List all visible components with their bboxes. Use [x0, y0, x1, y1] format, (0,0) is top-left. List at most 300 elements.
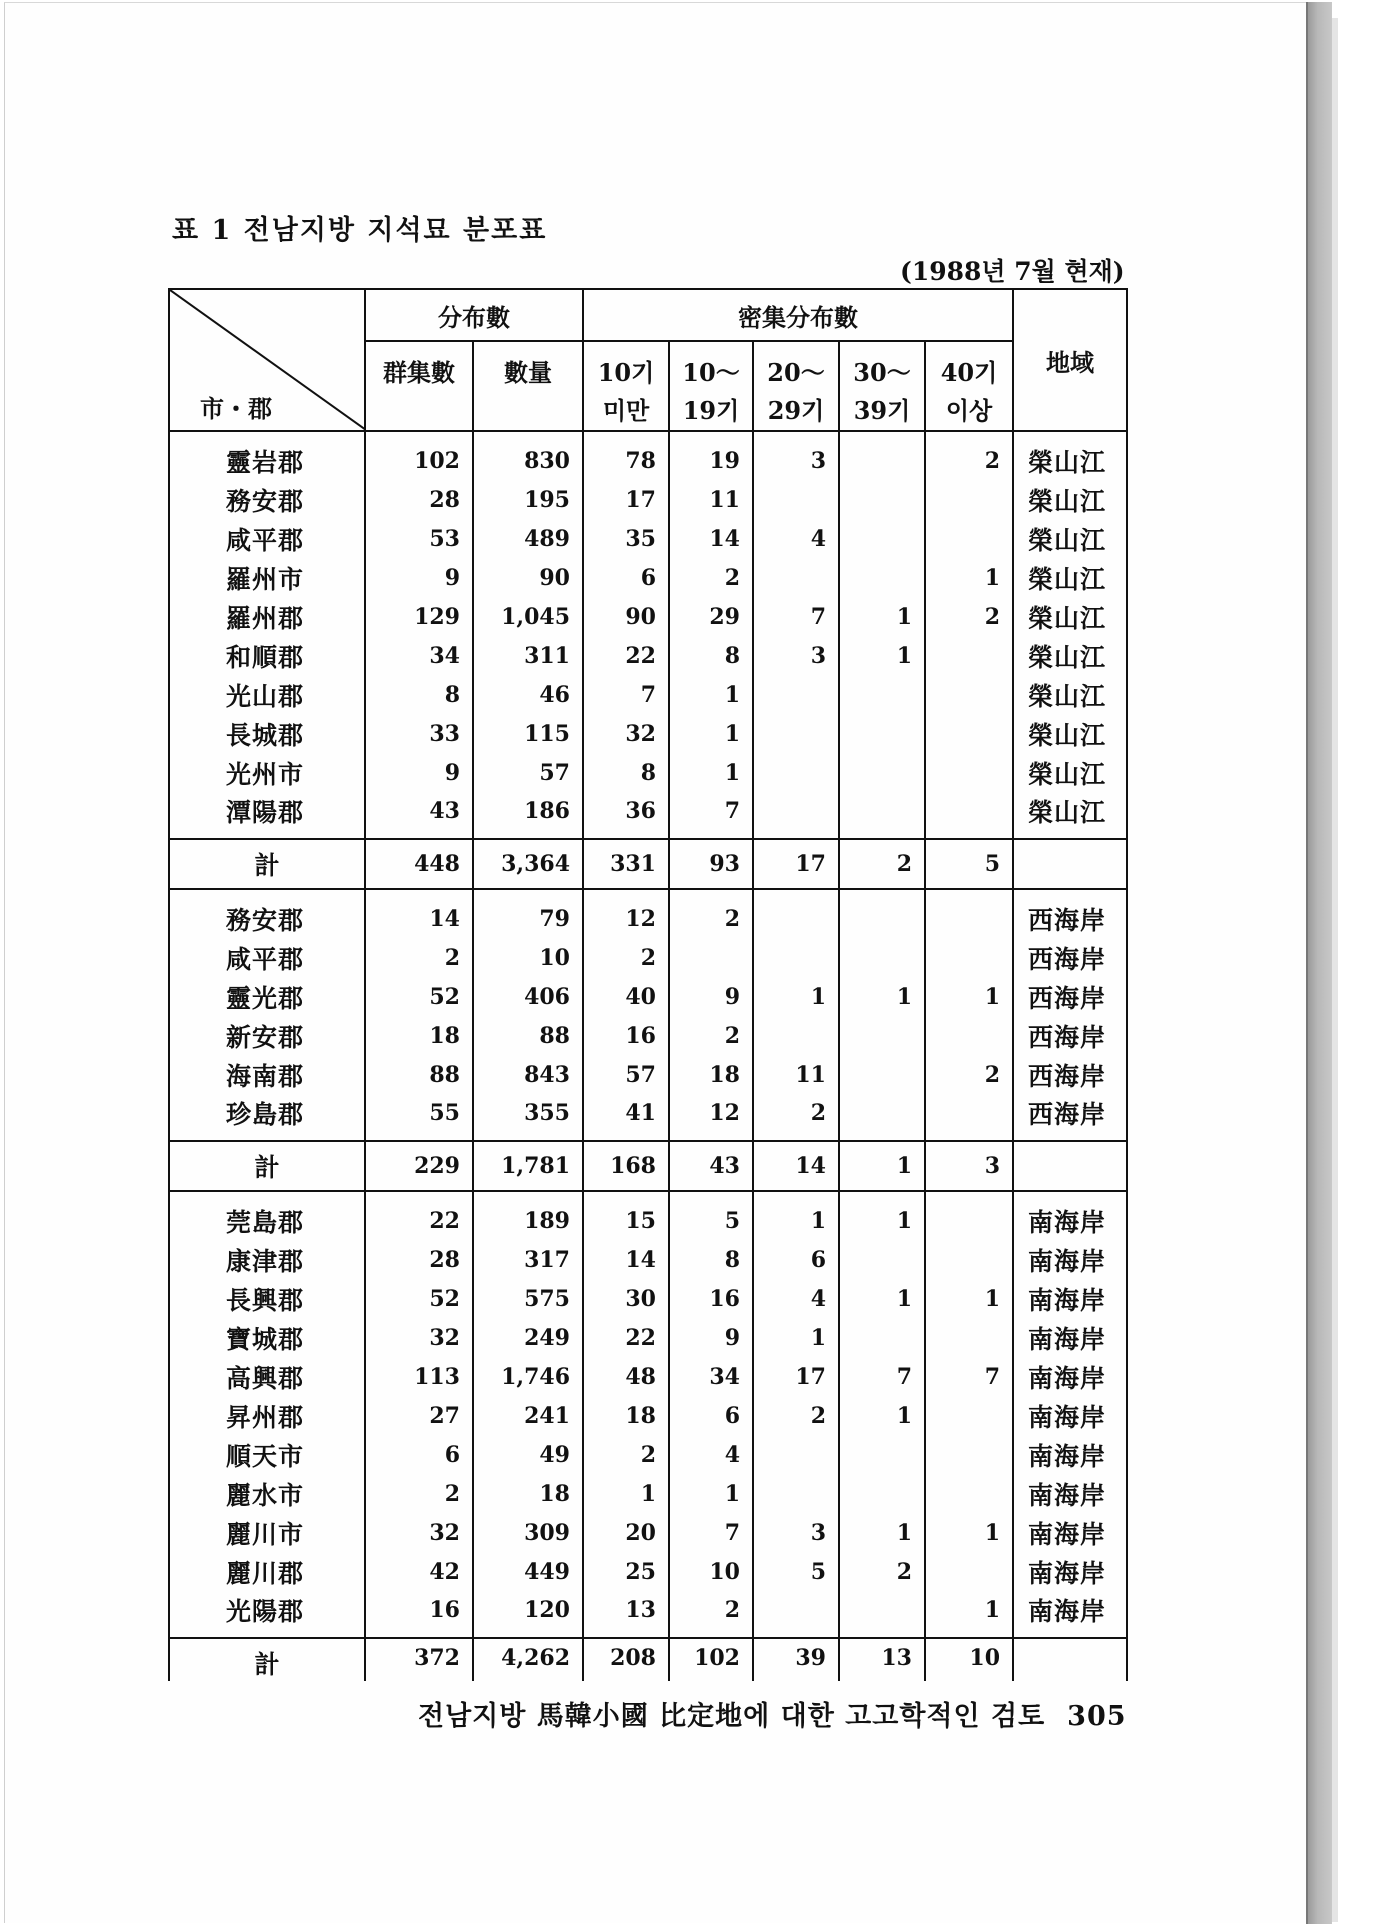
cell-c40plus — [925, 753, 1013, 792]
region-name: 榮山江 — [1013, 675, 1127, 714]
total-lt10: 168 — [583, 1141, 669, 1191]
distribution-table — [168, 288, 1128, 1681]
cell-c10-19: 2 — [669, 889, 753, 938]
total-count: 4,262 — [473, 1638, 583, 1681]
cell-c20-29: 4 — [753, 519, 839, 558]
table-row — [169, 1474, 1127, 1513]
cell-c40plus: 2 — [925, 431, 1013, 480]
cell-c20-29 — [753, 558, 839, 597]
cell-c10-19: 5 — [669, 1191, 753, 1240]
region-name: 榮山江 — [1013, 519, 1127, 558]
cell-cluster: 27 — [365, 1396, 473, 1435]
table-body — [169, 431, 1127, 1681]
district-name: 光州市 — [169, 753, 365, 792]
cell-c30-39 — [839, 1094, 925, 1141]
cell-c20-29 — [753, 1016, 839, 1055]
cell-c30-39: 1 — [839, 1396, 925, 1435]
page-footer — [418, 1694, 1127, 1733]
cell-c20-29 — [753, 792, 839, 839]
cell-c40plus: 1 — [925, 1591, 1013, 1638]
region-name: 西海岸 — [1013, 938, 1127, 977]
table-row — [169, 1435, 1127, 1474]
table-row — [169, 1513, 1127, 1552]
cell-c30-39 — [839, 1055, 925, 1094]
cell-c30-39 — [839, 558, 925, 597]
district-name: 咸平郡 — [169, 519, 365, 558]
cell-c20-29: 7 — [753, 597, 839, 636]
running-title: 전남지방 馬韓小國 比定地에 대한 고고학적인 검토 — [418, 1701, 1046, 1732]
table-row — [169, 1357, 1127, 1396]
date-note: (1988년 7월 현재) — [900, 257, 1125, 286]
table-row — [169, 675, 1127, 714]
region-name: 榮山江 — [1013, 558, 1127, 597]
header-20-29: 20～ 29기 — [753, 341, 839, 431]
cell-lt10: 57 — [583, 1055, 669, 1094]
cell-c10-19: 4 — [669, 1435, 753, 1474]
table-row — [169, 1016, 1127, 1055]
cell-c10-19: 29 — [669, 597, 753, 636]
cell-count: 843 — [473, 1055, 583, 1094]
cell-c40plus — [925, 519, 1013, 558]
total-cluster: 372 — [365, 1638, 473, 1681]
table-row — [169, 636, 1127, 675]
cell-c30-39: 7 — [839, 1357, 925, 1396]
cell-c20-29: 4 — [753, 1279, 839, 1318]
cell-count: 57 — [473, 753, 583, 792]
table-row — [169, 792, 1127, 839]
cell-count: 1,045 — [473, 597, 583, 636]
district-name: 麗川郡 — [169, 1552, 365, 1591]
cell-count: 489 — [473, 519, 583, 558]
cell-count: 46 — [473, 675, 583, 714]
cell-c30-39 — [839, 714, 925, 753]
total-lt10: 331 — [583, 839, 669, 889]
cell-count: 241 — [473, 1396, 583, 1435]
district-name: 寶城郡 — [169, 1318, 365, 1357]
table-row — [169, 1191, 1127, 1240]
total-row — [169, 1141, 1127, 1191]
cell-cluster: 9 — [365, 753, 473, 792]
district-name: 羅州郡 — [169, 597, 365, 636]
table-row — [169, 597, 1127, 636]
cell-c30-39: 2 — [839, 1552, 925, 1591]
region-name: 榮山江 — [1013, 636, 1127, 675]
cell-count: 449 — [473, 1552, 583, 1591]
region-name: 南海岸 — [1013, 1513, 1127, 1552]
cell-count: 1,746 — [473, 1357, 583, 1396]
header-region: 地域 — [1013, 289, 1127, 431]
cell-count: 79 — [473, 889, 583, 938]
cell-c40plus: 1 — [925, 1513, 1013, 1552]
cell-c30-39 — [839, 1435, 925, 1474]
cell-cluster: 43 — [365, 792, 473, 839]
cell-c20-29 — [753, 480, 839, 519]
cell-c30-39 — [839, 675, 925, 714]
cell-lt10: 48 — [583, 1357, 669, 1396]
region-name: 南海岸 — [1013, 1591, 1127, 1638]
cell-c40plus — [925, 480, 1013, 519]
cell-lt10: 36 — [583, 792, 669, 839]
header-40plus: 40기 이상 — [925, 341, 1013, 431]
cell-lt10: 18 — [583, 1396, 669, 1435]
cell-c10-19: 12 — [669, 1094, 753, 1141]
cell-lt10: 14 — [583, 1240, 669, 1279]
cell-c40plus — [925, 1435, 1013, 1474]
cell-c20-29: 6 — [753, 1240, 839, 1279]
cell-c10-19: 34 — [669, 1357, 753, 1396]
total-c30-39: 13 — [839, 1638, 925, 1681]
table-row — [169, 1552, 1127, 1591]
total-count: 1,781 — [473, 1141, 583, 1191]
cell-cluster: 32 — [365, 1513, 473, 1552]
cell-c20-29: 5 — [753, 1552, 839, 1591]
table-row — [169, 1396, 1127, 1435]
cell-c10-19: 2 — [669, 558, 753, 597]
cell-c30-39 — [839, 889, 925, 938]
total-region — [1013, 1141, 1127, 1191]
cell-lt10: 2 — [583, 938, 669, 977]
cell-c10-19: 8 — [669, 1240, 753, 1279]
cell-cluster: 14 — [365, 889, 473, 938]
cell-cluster: 2 — [365, 938, 473, 977]
cell-c20-29 — [753, 714, 839, 753]
cell-lt10: 40 — [583, 977, 669, 1016]
cell-lt10: 7 — [583, 675, 669, 714]
region-name: 榮山江 — [1013, 597, 1127, 636]
cell-c20-29: 11 — [753, 1055, 839, 1094]
corner-label: 市・郡 — [200, 394, 272, 423]
header-dense: 密集分布數 — [583, 289, 1013, 341]
cell-c10-19: 8 — [669, 636, 753, 675]
cell-c10-19: 14 — [669, 519, 753, 558]
cell-cluster: 113 — [365, 1357, 473, 1396]
cell-c40plus — [925, 1318, 1013, 1357]
total-c30-39: 1 — [839, 1141, 925, 1191]
table-row — [169, 1279, 1127, 1318]
page-edge-binding — [1306, 2, 1332, 1924]
region-name: 西海岸 — [1013, 977, 1127, 1016]
region-name: 西海岸 — [1013, 889, 1127, 938]
cell-c10-19: 7 — [669, 792, 753, 839]
cell-lt10: 41 — [583, 1094, 669, 1141]
cell-c40plus — [925, 1552, 1013, 1591]
cell-c40plus — [925, 1094, 1013, 1141]
district-name: 順天市 — [169, 1435, 365, 1474]
cell-cluster: 33 — [365, 714, 473, 753]
header-cluster: 群集數 — [365, 341, 473, 431]
cell-c30-39: 1 — [839, 1513, 925, 1552]
header-distribution: 分布數 — [365, 289, 583, 341]
district-name: 麗川市 — [169, 1513, 365, 1552]
cell-cluster: 129 — [365, 597, 473, 636]
region-name: 榮山江 — [1013, 431, 1127, 480]
cell-c40plus: 1 — [925, 558, 1013, 597]
cell-c20-29 — [753, 1435, 839, 1474]
cell-c30-39: 1 — [839, 597, 925, 636]
region-name: 榮山江 — [1013, 714, 1127, 753]
cell-cluster: 42 — [365, 1552, 473, 1591]
total-count: 3,364 — [473, 839, 583, 889]
table-title: 표 1 전남지방 지석묘 분포표 — [172, 215, 548, 246]
cell-c20-29: 3 — [753, 636, 839, 675]
region-name: 南海岸 — [1013, 1191, 1127, 1240]
cell-c30-39 — [839, 792, 925, 839]
cell-c30-39 — [839, 480, 925, 519]
cell-c20-29: 2 — [753, 1396, 839, 1435]
cell-lt10: 35 — [583, 519, 669, 558]
cell-c20-29: 1 — [753, 1318, 839, 1357]
cell-c30-39 — [839, 431, 925, 480]
total-region — [1013, 1638, 1127, 1681]
cell-c30-39: 1 — [839, 977, 925, 1016]
total-c20-29: 17 — [753, 839, 839, 889]
cell-c30-39 — [839, 753, 925, 792]
cell-c20-29 — [753, 675, 839, 714]
region-name: 西海岸 — [1013, 1055, 1127, 1094]
region-name: 南海岸 — [1013, 1240, 1127, 1279]
table-row — [169, 1055, 1127, 1094]
total-label: 計 — [169, 1638, 365, 1681]
cell-c20-29 — [753, 889, 839, 938]
cell-cluster: 16 — [365, 1591, 473, 1638]
cell-c20-29 — [753, 1474, 839, 1513]
cell-count: 189 — [473, 1191, 583, 1240]
cell-c40plus — [925, 675, 1013, 714]
cell-count: 406 — [473, 977, 583, 1016]
cell-cluster: 8 — [365, 675, 473, 714]
cell-count: 249 — [473, 1318, 583, 1357]
region-name: 南海岸 — [1013, 1318, 1127, 1357]
district-name: 務安郡 — [169, 889, 365, 938]
cell-c20-29: 2 — [753, 1094, 839, 1141]
table-row — [169, 1240, 1127, 1279]
cell-c40plus — [925, 714, 1013, 753]
cell-c20-29: 3 — [753, 1513, 839, 1552]
total-c10-19: 43 — [669, 1141, 753, 1191]
district-name: 務安郡 — [169, 480, 365, 519]
cell-count: 115 — [473, 714, 583, 753]
header-30-39: 30～ 39기 — [839, 341, 925, 431]
table-row — [169, 977, 1127, 1016]
total-c20-29: 39 — [753, 1638, 839, 1681]
cell-c40plus: 7 — [925, 1357, 1013, 1396]
cell-c30-39 — [839, 1474, 925, 1513]
cell-c10-19: 6 — [669, 1396, 753, 1435]
region-name: 榮山江 — [1013, 792, 1127, 839]
cell-c30-39 — [839, 1318, 925, 1357]
total-row — [169, 839, 1127, 889]
cell-lt10: 13 — [583, 1591, 669, 1638]
cell-lt10: 22 — [583, 636, 669, 675]
cell-lt10: 30 — [583, 1279, 669, 1318]
cell-count: 120 — [473, 1591, 583, 1638]
table-row — [169, 889, 1127, 938]
region-name: 榮山江 — [1013, 753, 1127, 792]
total-c10-19: 102 — [669, 1638, 753, 1681]
cell-c10-19: 7 — [669, 1513, 753, 1552]
cell-c10-19: 2 — [669, 1591, 753, 1638]
cell-lt10: 17 — [583, 480, 669, 519]
district-name: 莞島郡 — [169, 1191, 365, 1240]
table-row — [169, 1591, 1127, 1638]
table-row — [169, 1094, 1127, 1141]
cell-c30-39 — [839, 938, 925, 977]
district-name: 康津郡 — [169, 1240, 365, 1279]
cell-c10-19: 1 — [669, 714, 753, 753]
total-row — [169, 1638, 1127, 1681]
region-name: 南海岸 — [1013, 1474, 1127, 1513]
table-row — [169, 558, 1127, 597]
cell-cluster: 88 — [365, 1055, 473, 1094]
cell-count: 186 — [473, 792, 583, 839]
cell-cluster: 2 — [365, 1474, 473, 1513]
cell-c30-39 — [839, 1016, 925, 1055]
cell-lt10: 25 — [583, 1552, 669, 1591]
cell-c10-19: 1 — [669, 1474, 753, 1513]
cell-c20-29 — [753, 938, 839, 977]
cell-cluster: 6 — [365, 1435, 473, 1474]
cell-c10-19: 9 — [669, 977, 753, 1016]
cell-c10-19: 10 — [669, 1552, 753, 1591]
table-row — [169, 480, 1127, 519]
region-name: 榮山江 — [1013, 480, 1127, 519]
district-name: 新安郡 — [169, 1016, 365, 1055]
district-name: 光陽郡 — [169, 1591, 365, 1638]
cell-count: 575 — [473, 1279, 583, 1318]
header-10-19: 10～ 19기 — [669, 341, 753, 431]
cell-lt10: 20 — [583, 1513, 669, 1552]
cell-count: 830 — [473, 431, 583, 480]
cell-c30-39: 1 — [839, 1279, 925, 1318]
table-row — [169, 938, 1127, 977]
district-name: 珍島郡 — [169, 1094, 365, 1141]
total-cluster: 229 — [365, 1141, 473, 1191]
cell-count: 317 — [473, 1240, 583, 1279]
district-name: 羅州市 — [169, 558, 365, 597]
cell-lt10: 8 — [583, 753, 669, 792]
cell-c40plus: 1 — [925, 1279, 1013, 1318]
cell-cluster: 22 — [365, 1191, 473, 1240]
table-row — [169, 1318, 1127, 1357]
cell-cluster: 32 — [365, 1318, 473, 1357]
cell-cluster: 9 — [365, 558, 473, 597]
cell-count: 90 — [473, 558, 583, 597]
cell-c10-19: 1 — [669, 753, 753, 792]
header-count: 數量 — [473, 341, 583, 431]
region-name: 南海岸 — [1013, 1435, 1127, 1474]
district-name: 昇州郡 — [169, 1396, 365, 1435]
total-cluster: 448 — [365, 839, 473, 889]
district-name: 長城郡 — [169, 714, 365, 753]
cell-c40plus — [925, 1474, 1013, 1513]
cell-c10-19: 9 — [669, 1318, 753, 1357]
cell-c40plus — [925, 889, 1013, 938]
cell-lt10: 6 — [583, 558, 669, 597]
total-c40plus: 10 — [925, 1638, 1013, 1681]
region-name: 南海岸 — [1013, 1396, 1127, 1435]
cell-count: 49 — [473, 1435, 583, 1474]
total-c40plus: 5 — [925, 839, 1013, 889]
header-lt10: 10기 미만 — [583, 341, 669, 431]
district-name: 靈岩郡 — [169, 431, 365, 480]
cell-cluster: 28 — [365, 480, 473, 519]
cell-cluster: 102 — [365, 431, 473, 480]
cell-c10-19: 19 — [669, 431, 753, 480]
cell-c30-39: 1 — [839, 1191, 925, 1240]
district-name: 和順郡 — [169, 636, 365, 675]
cell-c10-19: 16 — [669, 1279, 753, 1318]
cell-c10-19: 1 — [669, 675, 753, 714]
cell-c20-29: 17 — [753, 1357, 839, 1396]
table-row — [169, 753, 1127, 792]
cell-c40plus — [925, 1396, 1013, 1435]
cell-lt10: 1 — [583, 1474, 669, 1513]
cell-cluster: 28 — [365, 1240, 473, 1279]
cell-count: 311 — [473, 636, 583, 675]
cell-cluster: 34 — [365, 636, 473, 675]
district-name: 潭陽郡 — [169, 792, 365, 839]
total-label: 計 — [169, 1141, 365, 1191]
cell-cluster: 52 — [365, 1279, 473, 1318]
cell-c40plus — [925, 938, 1013, 977]
region-name: 西海岸 — [1013, 1016, 1127, 1055]
cell-lt10: 12 — [583, 889, 669, 938]
cell-c40plus: 2 — [925, 1055, 1013, 1094]
region-name: 南海岸 — [1013, 1279, 1127, 1318]
cell-c20-29 — [753, 753, 839, 792]
cell-lt10: 15 — [583, 1191, 669, 1240]
district-name: 靈光郡 — [169, 977, 365, 1016]
cell-c20-29: 1 — [753, 1191, 839, 1240]
cell-cluster: 53 — [365, 519, 473, 558]
cell-c30-39: 1 — [839, 636, 925, 675]
cell-c10-19: 2 — [669, 1016, 753, 1055]
total-region — [1013, 839, 1127, 889]
district-name: 海南郡 — [169, 1055, 365, 1094]
cell-count: 88 — [473, 1016, 583, 1055]
table-row — [169, 431, 1127, 480]
cell-c30-39 — [839, 1240, 925, 1279]
corner-header — [169, 289, 365, 431]
cell-lt10: 90 — [583, 597, 669, 636]
cell-c40plus — [925, 1016, 1013, 1055]
table-row — [169, 714, 1127, 753]
cell-c40plus: 2 — [925, 597, 1013, 636]
cell-cluster: 52 — [365, 977, 473, 1016]
cell-lt10: 16 — [583, 1016, 669, 1055]
cell-c10-19: 11 — [669, 480, 753, 519]
cell-c40plus — [925, 792, 1013, 839]
cell-c20-29 — [753, 1591, 839, 1638]
cell-count: 10 — [473, 938, 583, 977]
region-name: 南海岸 — [1013, 1552, 1127, 1591]
page-edge-shadow — [1332, 18, 1338, 1922]
cell-c30-39 — [839, 519, 925, 558]
cell-cluster: 55 — [365, 1094, 473, 1141]
district-name: 高興郡 — [169, 1357, 365, 1396]
cell-lt10: 78 — [583, 431, 669, 480]
cell-count: 355 — [473, 1094, 583, 1141]
total-c20-29: 14 — [753, 1141, 839, 1191]
district-name: 光山郡 — [169, 675, 365, 714]
cell-c30-39 — [839, 1591, 925, 1638]
cell-count: 195 — [473, 480, 583, 519]
total-c30-39: 2 — [839, 839, 925, 889]
total-label: 計 — [169, 839, 365, 889]
district-name: 麗水市 — [169, 1474, 365, 1513]
region-name: 西海岸 — [1013, 1094, 1127, 1141]
cell-count: 18 — [473, 1474, 583, 1513]
